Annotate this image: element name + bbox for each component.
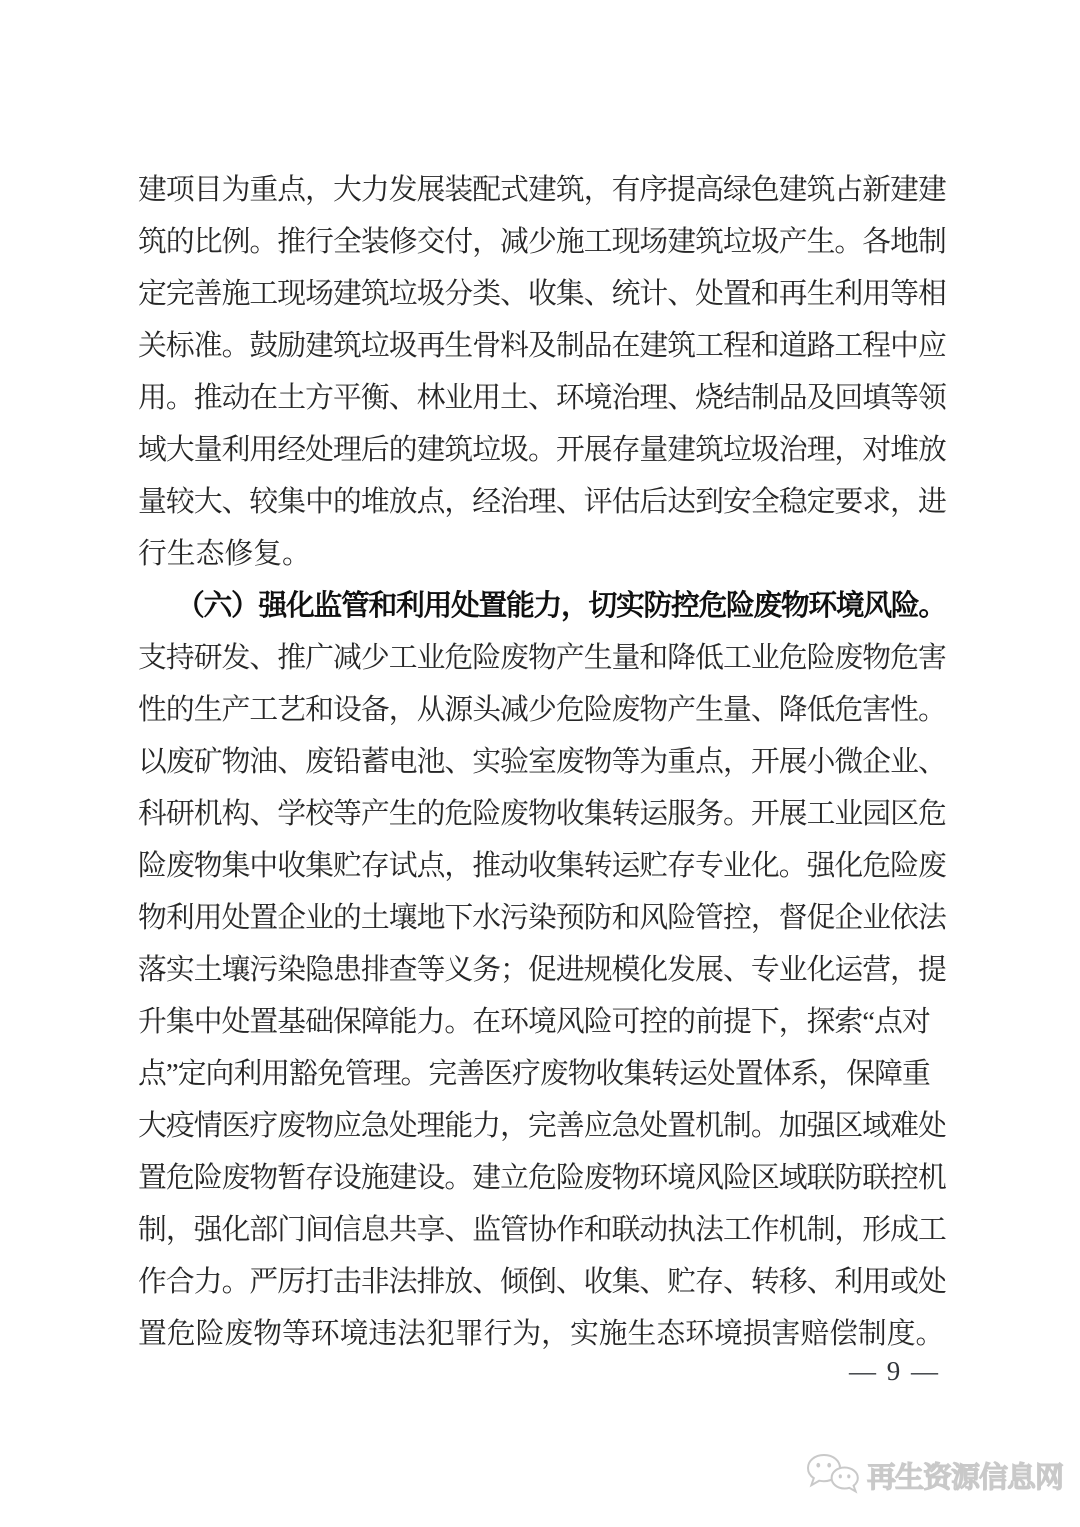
- page-number: — 9 —: [849, 1356, 940, 1386]
- text-line: 制，强化部门间信息共享、监管协作和联动执法工作机制，形成工: [138, 1214, 946, 1246]
- text-line: 建项目为重点，大力发展装配式建筑，有序提高绿色建筑占新建建: [138, 174, 946, 206]
- text-line: 筑的比例。推行全装修交付，减少施工现场建筑垃圾产生。各地制: [138, 226, 946, 258]
- text-line: 行生态修复。: [138, 538, 311, 570]
- text-line: 关标准。鼓励建筑垃圾再生骨料及制品在建筑工程和道路工程中应: [138, 330, 946, 362]
- text-line: 作合力。严厉打击非法排放、倾倒、收集、贮存、转移、利用或处: [138, 1266, 946, 1298]
- text-line: 落实土壤污染隐患排查等义务；促进规模化发展、专业化运营，提: [138, 954, 946, 986]
- text-line: 量较大、较集中的堆放点，经治理、评估后达到安全稳定要求，进: [138, 486, 946, 518]
- text-line: 定完善施工现场建筑垃圾分类、收集、统计、处置和再生利用等相: [138, 278, 946, 310]
- text-line: 域大量利用经处理后的建筑垃圾。开展存量建筑垃圾治理，对堆放: [138, 434, 946, 466]
- wechat-icon: [804, 1452, 860, 1498]
- watermark-text: 再生资源信息网: [867, 1461, 1064, 1494]
- text-line: 用。推动在土方平衡、林业用土、环境治理、烧结制品及回填等领: [138, 382, 946, 414]
- text-line: 点”定向利用豁免管理。完善医疗废物收集转运处置体系，保障重: [138, 1058, 930, 1090]
- document-body: [138, 164, 946, 1360]
- text-line: 置危险废物等环境违法犯罪行为，实施生态环境损害赔偿制度。: [138, 1318, 945, 1350]
- watermark: [804, 1452, 1063, 1498]
- text-line: 科研机构、学校等产生的危险废物收集转运服务。开展工业园区危: [138, 798, 946, 830]
- text-line: 物利用处置企业的土壤地下水污染预防和风险管控，督促企业依法: [138, 902, 946, 934]
- text-line: 大疫情医疗废物应急处理能力，完善应急处置机制。加强区域难处: [138, 1110, 946, 1142]
- text-line: 险废物集中收集贮存试点，推动收集转运贮存专业化。强化危险废: [138, 850, 946, 882]
- text-line: 性的生产工艺和设备，从源头减少危险废物产生量、降低危害性。: [138, 694, 946, 726]
- text-line: 以废矿物油、废铅蓄电池、实验室废物等为重点，开展小微企业、: [138, 746, 946, 778]
- text-line: 升集中处置基础保障能力。在环境风险可控的前提下，探索“点对: [138, 1006, 930, 1038]
- text-line: 支持研发、推广减少工业危险废物产生量和降低工业危险废物危害: [138, 642, 946, 674]
- text-line: 置危险废物暂存设施建设。建立危险废物环境风险区域联防联控机: [138, 1162, 946, 1194]
- section-heading: （六）强化监管和利用处置能力，切实防控危险废物环境风险。: [176, 590, 946, 622]
